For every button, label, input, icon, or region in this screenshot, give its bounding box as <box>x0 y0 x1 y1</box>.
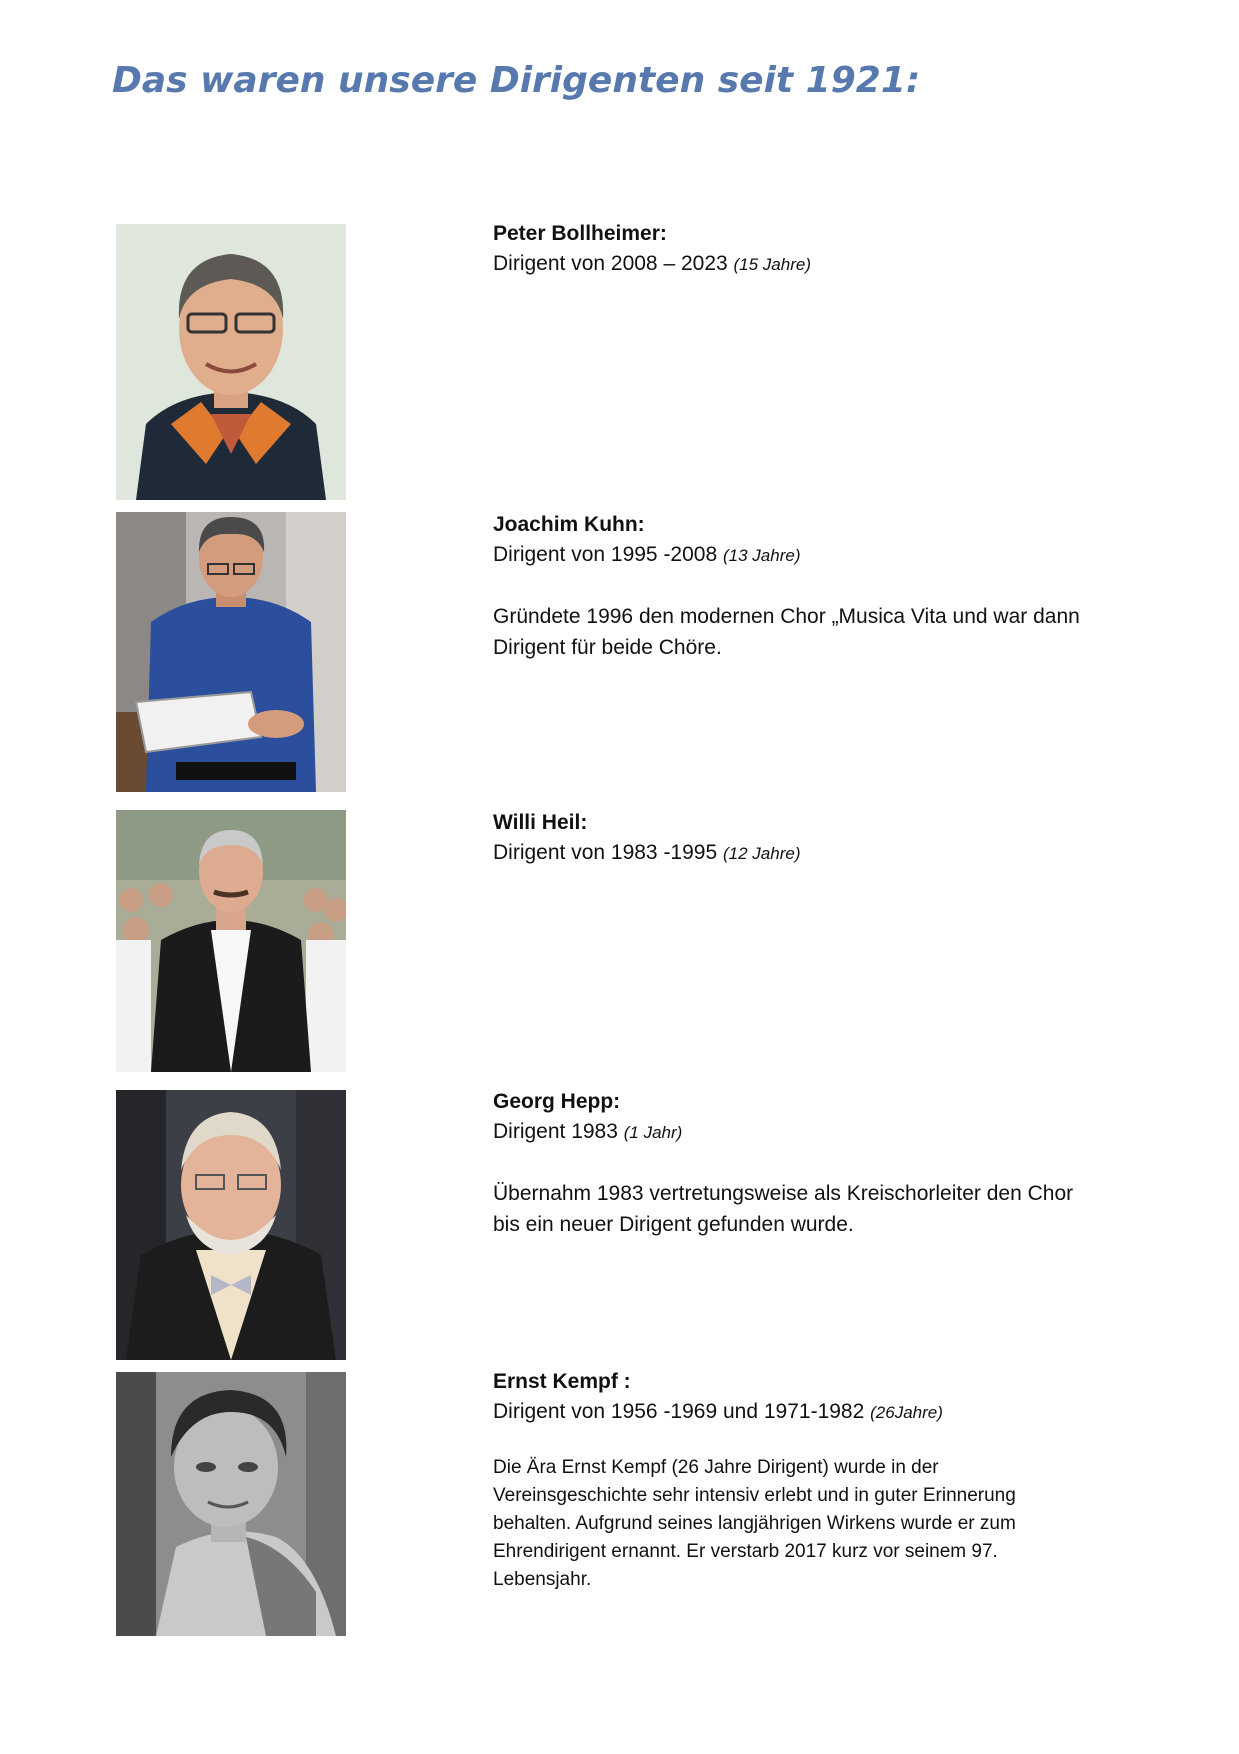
conductor-entry <box>493 1367 1113 1594</box>
tenure-years: (13 Jahre) <box>723 546 801 565</box>
conductor-entry <box>493 808 1113 869</box>
portrait-photo-georg-hepp <box>116 1090 346 1360</box>
conductor-tenure <box>493 1397 1113 1428</box>
conductor-tenure <box>493 838 1113 869</box>
tenure-dates: Dirigent 1983 <box>493 1120 618 1143</box>
conductor-tenure <box>493 1117 1113 1148</box>
tenure-years: (15 Jahre) <box>733 255 811 274</box>
tenure-years: (26Jahre) <box>870 1403 943 1422</box>
conductor-name: Willi Heil: <box>493 811 588 834</box>
conductor-name: Joachim Kuhn: <box>493 513 645 536</box>
conductor-description: Übernahm 1983 vertretungsweise als Kreischorleiter den Chor bis ein neuer Dirigent gefunden wurde. <box>493 1182 1074 1236</box>
conductor-name: Peter Bollheimer: <box>493 222 667 245</box>
tenure-years: (12 Jahre) <box>723 844 801 863</box>
tenure-dates: Dirigent von 2008 – 2023 <box>493 252 728 275</box>
group-photo-willi-heil <box>116 810 346 1072</box>
portrait-photo-joachim-kuhn <box>116 512 346 792</box>
conductor-name: Ernst Kempf : <box>493 1370 631 1393</box>
page-title: Das waren unsere Dirigenten seit 1921: <box>112 60 921 101</box>
conductor-description: Gründete 1996 den modernen Chor „Musica Vita und war dann Dirigent für beide Chöre. <box>493 605 1080 659</box>
tenure-dates: Dirigent von 1995 -2008 <box>493 543 718 566</box>
conductor-entry <box>493 219 1113 280</box>
portrait-photo-ernst-kempf <box>116 1372 346 1636</box>
conductor-tenure <box>493 540 1113 571</box>
conductor-entry <box>493 510 1113 663</box>
conductor-description: Die Ära Ernst Kempf (26 Jahre Dirigent) wurde in der Vereinsgeschichte sehr intensiv erlebt und in guter Erinnerung behalten. Aufgrund seines langjährigen Wirkens wurde er zum Ehrendirigent ernannt. Er verstarb 2017 kurz vor seinem 97. Lebensjahr. <box>493 1457 1016 1590</box>
tenure-dates: Dirigent von 1983 -1995 <box>493 841 718 864</box>
conductor-name: Georg Hepp: <box>493 1090 621 1113</box>
tenure-dates: Dirigent von 1956 -1969 und 1971-1982 <box>493 1400 865 1423</box>
tenure-years: (1 Jahr) <box>623 1123 683 1142</box>
conductor-tenure <box>493 249 1113 280</box>
conductor-entry <box>493 1087 1113 1240</box>
portrait-photo-peter-bollheimer <box>116 224 346 500</box>
